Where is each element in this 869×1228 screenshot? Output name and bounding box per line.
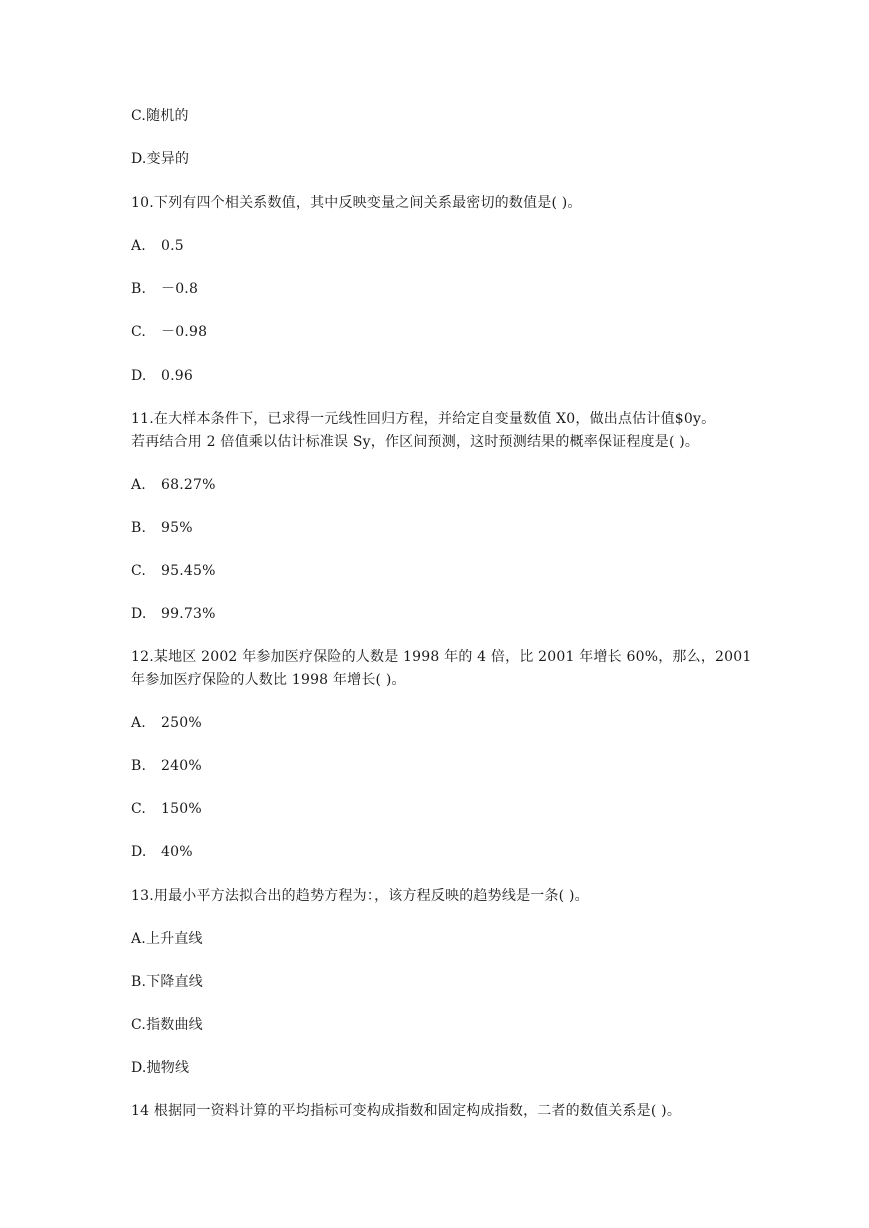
- option-letter: B.: [131, 520, 147, 536]
- option-letter: D.: [131, 844, 147, 860]
- option-text: 250%: [161, 715, 202, 731]
- option-text: 40%: [161, 844, 193, 860]
- option-c-q11: [131, 561, 216, 581]
- option-a-q13: A.上升直线: [131, 931, 203, 947]
- option-c-q9: C.随机的: [131, 108, 189, 124]
- option-text: 95%: [161, 520, 193, 536]
- option-b-q10: [131, 279, 198, 299]
- option-letter: C.: [131, 324, 147, 340]
- option-letter: C.: [131, 563, 147, 579]
- option-a-q12: [131, 713, 202, 733]
- option-text: 99.73%: [161, 606, 216, 622]
- option-letter: D.: [131, 368, 147, 384]
- option-letter: C.: [131, 801, 147, 817]
- option-b-q11: [131, 518, 193, 538]
- option-text: －0.98: [161, 324, 208, 340]
- option-text: 240%: [161, 758, 202, 774]
- option-text: 0.96: [161, 368, 193, 384]
- option-letter: A.: [131, 715, 146, 731]
- option-d-q13: D.抛物线: [131, 1060, 190, 1076]
- question-11-line1: 11.在大样本条件下，已求得一元线性回归方程，并给定自变量数值 X0，做出点估计值$0y。: [131, 411, 716, 427]
- question-10: 10.下列有四个相关系数值，其中反映变量之间关系最密切的数值是( )。: [131, 195, 582, 211]
- option-text: 150%: [161, 801, 202, 817]
- option-a-q10: [131, 236, 184, 256]
- question-11-line2: 若再结合用 2 倍值乘以估计标准误 Sy，作区间预测，这时预测结果的概率保证程度是( )。: [131, 434, 700, 450]
- option-c-q10: [131, 322, 207, 342]
- option-d-q12: [131, 842, 193, 862]
- option-text: 95.45%: [161, 563, 216, 579]
- option-letter: D.: [131, 606, 147, 622]
- option-text: 68.27%: [161, 477, 216, 493]
- option-letter: A.: [131, 238, 146, 254]
- option-b-q13: B.下降直线: [131, 974, 203, 990]
- question-12-line1: 12.某地区 2002 年参加医疗保险的人数是 1998 年的 4 倍，比 2001 年增长 60%，那么，2001: [131, 649, 752, 665]
- option-text: －0.8: [161, 281, 199, 297]
- option-c-q12: [131, 799, 202, 819]
- option-letter: B.: [131, 758, 147, 774]
- question-12-line2: 年参加医疗保险的人数比 1998 年增长( )。: [131, 672, 406, 688]
- option-letter: A.: [131, 477, 146, 493]
- option-a-q11: [131, 475, 216, 495]
- option-text: 0.5: [161, 238, 184, 254]
- question-14: 14 根据同一资料计算的平均指标可变构成指数和固定构成指数，二者的数值关系是( )。: [131, 1103, 682, 1119]
- option-d-q11: [131, 604, 216, 624]
- option-letter: B.: [131, 281, 147, 297]
- option-d-q9: D.变异的: [131, 151, 190, 167]
- question-13: 13.用最小平方法拟合出的趋势方程为：，该方程反映的趋势线是一条( )。: [131, 888, 589, 904]
- option-d-q10: [131, 366, 193, 386]
- option-b-q12: [131, 756, 202, 776]
- option-c-q13: C.指数曲线: [131, 1017, 203, 1033]
